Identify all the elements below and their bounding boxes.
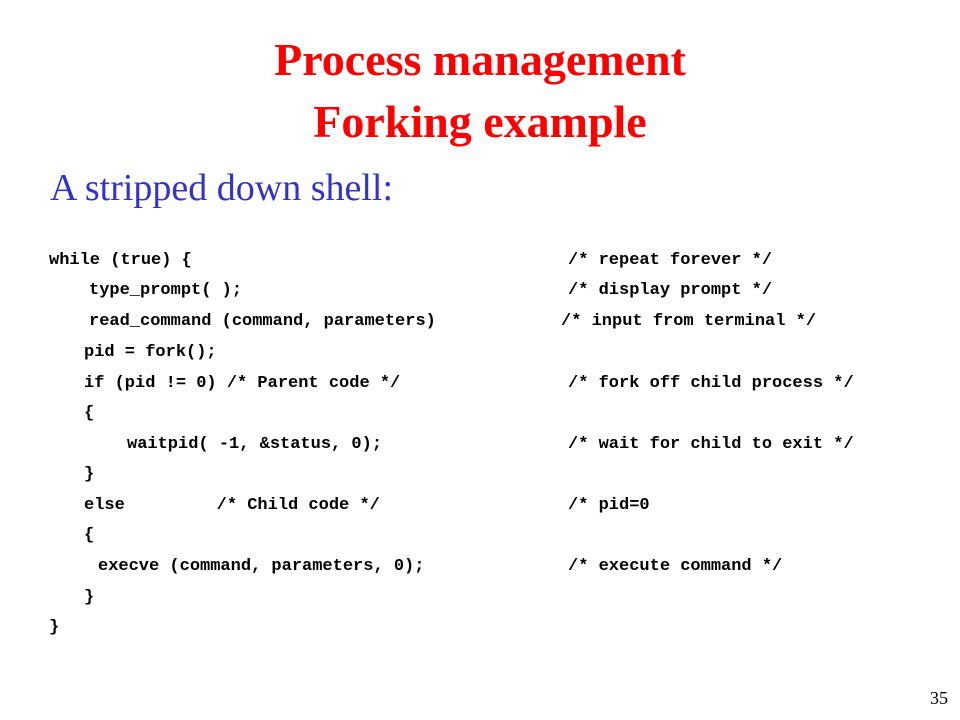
code-comment: /* input from terminal */ xyxy=(561,312,817,331)
section-heading: A stripped down shell: xyxy=(50,167,394,209)
code-line: if (pid != 0) /* Parent code */ xyxy=(84,374,401,393)
code-comment: /* wait for child to exit */ xyxy=(568,435,854,454)
code-line: } xyxy=(49,618,60,637)
page-number: 35 xyxy=(930,688,948,708)
code-line: { xyxy=(84,526,95,545)
slide-title: Process management xyxy=(274,34,686,85)
slide-subtitle-heading: Forking example xyxy=(313,96,647,147)
code-line: } xyxy=(84,465,95,484)
code-line: { xyxy=(84,404,95,423)
code-line: execve (command, parameters, 0); xyxy=(98,557,425,576)
code-line: type_prompt( ); xyxy=(89,281,243,300)
code-line: read_command (command, parameters) xyxy=(89,312,436,331)
code-comment: /* repeat forever */ xyxy=(568,251,773,270)
code-line: waitpid( -1, &status, 0); xyxy=(127,435,383,454)
code-comment: /* execute command */ xyxy=(568,557,783,576)
code-comment: /* pid=0 xyxy=(568,496,650,515)
code-line: else /* Child code */ xyxy=(84,496,380,515)
code-comment: /* fork off child process */ xyxy=(568,374,854,393)
code-line: } xyxy=(84,588,95,607)
code-line: pid = fork(); xyxy=(84,343,217,362)
code-line: while (true) { xyxy=(49,251,192,270)
code-comment: /* display prompt */ xyxy=(568,281,773,300)
